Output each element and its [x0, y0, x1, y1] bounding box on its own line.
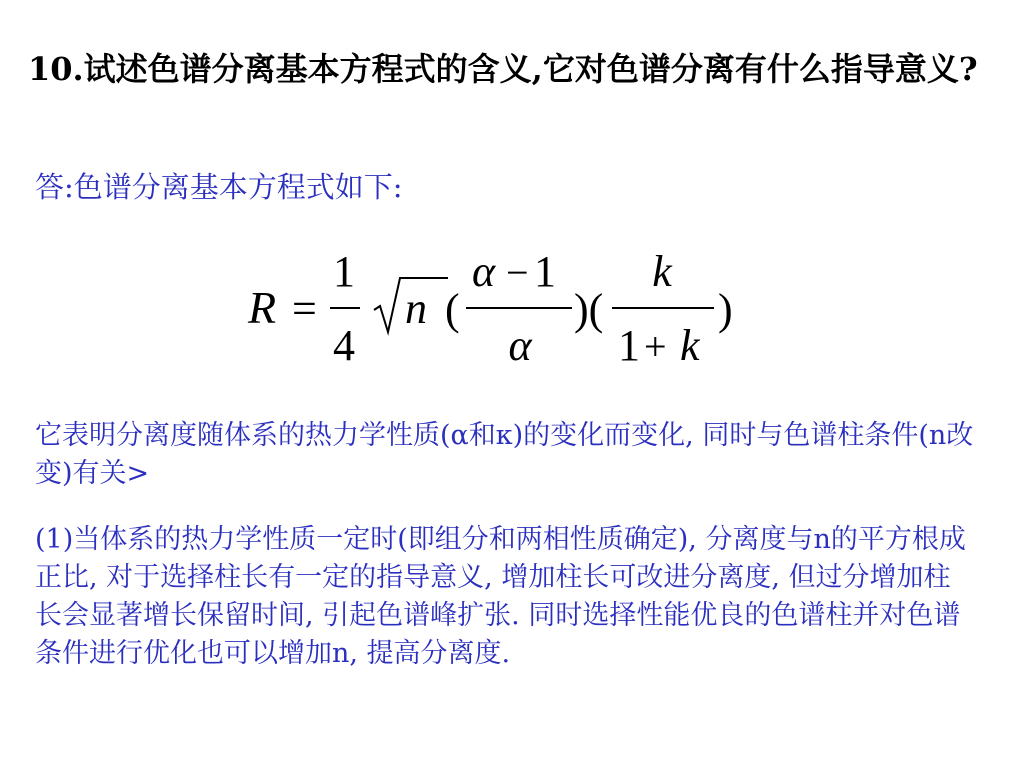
explanation-paragraph-1: 它表明分离度随体系的热力学性质(α和κ)的变化而变化, 同时与色谱柱条件(n改变)有关>	[35, 420, 974, 489]
question-title: 10.试述色谱分离基本方程式的含义,它对色谱分离有什么指导意义?	[28, 50, 978, 88]
fraction-one-denominator: 4	[333, 321, 355, 370]
paren-close-open: )(	[574, 285, 604, 334]
fraction-three-denominator-one: 1	[618, 321, 640, 370]
equation-equals: =	[292, 284, 317, 333]
fraction-two-numerator-one: 1	[534, 247, 556, 296]
sqrt-argument: n	[405, 284, 427, 333]
answer-intro: 答:色谱分离基本方程式如下:	[35, 170, 403, 204]
fraction-three-denominator-k: k	[680, 321, 700, 370]
fraction-three-denominator-plus: +	[644, 324, 667, 369]
paren-open-1: (	[445, 285, 460, 334]
paren-close-2: )	[718, 285, 733, 334]
fraction-two-denominator: α	[508, 321, 532, 370]
fraction-three-numerator: k	[652, 247, 672, 296]
equation-lhs: R	[248, 282, 277, 333]
explanation-paragraph-2: (1)当体系的热力学性质一定时(即组分和两相性质确定), 分离度与n的平方根成正比, 对于选择柱长有一定的指导意义, 增加柱长可改进分离度, 但过分增加柱长会显著增长保留时间, 引起色谱峰扩张. 同时选择性能优良的色谱柱并对色谱条件进行优化也可以增加n, 提高分离度.	[35, 524, 966, 669]
fraction-two-numerator-minus: −	[506, 250, 529, 295]
fraction-one-numerator: 1	[333, 247, 355, 296]
fraction-two-numerator-alpha: α	[472, 247, 496, 296]
resolution-equation	[240, 238, 760, 378]
